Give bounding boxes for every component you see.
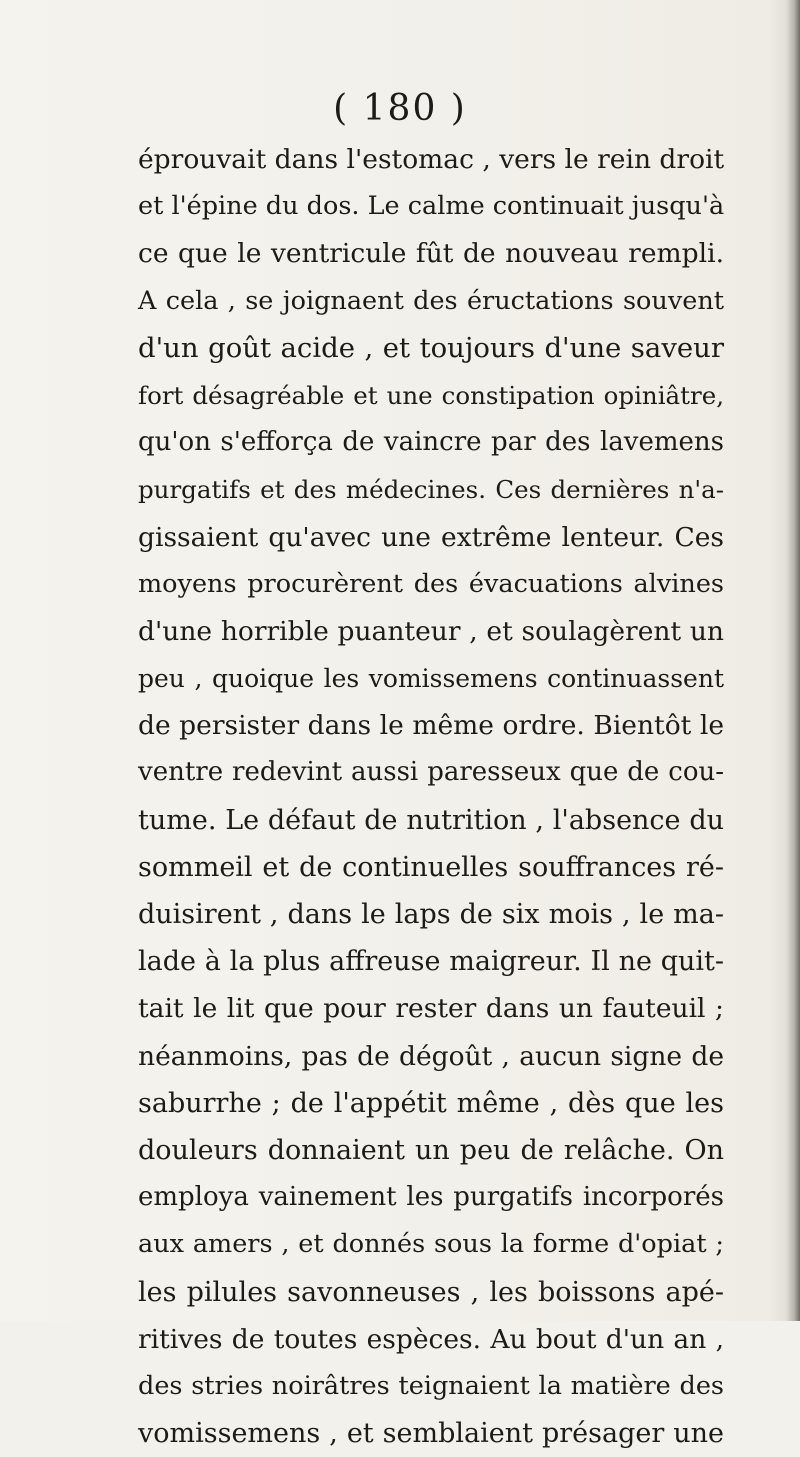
text-line: ritives de toutes espèces. Au bout d'un an , (138, 1323, 724, 1355)
text-line: d'un goût acide , et toujours d'une saveur (138, 331, 724, 364)
text-line: moyens procurèrent des évacuations alvines (138, 568, 724, 599)
text-line: lade à la plus affreuse maigreur. Il ne quit- (138, 946, 724, 978)
text-line: et l'épine du dos. Le calme continuait jusqu'à (138, 191, 725, 222)
text-line: les pilules savonneuses , les boissons apé- (138, 1276, 724, 1308)
text-line: employa vainement les purgatifs incorporés (138, 1182, 724, 1213)
text-line: de persister dans le même ordre. Bientôt le (138, 710, 724, 742)
page-number: ( 180 ) (333, 88, 467, 129)
text-line: néanmoins, pas de dégoût , aucun signe de (138, 1040, 724, 1072)
text-line: fort désagréable et une constipation opiniâtre, (138, 380, 724, 410)
body-text (138, 136, 724, 1457)
text-line: vomissemens , et semblaient présager une (138, 1418, 724, 1450)
text-line: douleurs donnaient un peu de relâche. On (138, 1134, 724, 1166)
text-line: gissaient qu'avec une extrême lenteur. Ces (138, 521, 724, 553)
text-line: qu'on s'efforça de vaincre par des lavemens (138, 427, 724, 458)
text-line: purgatifs et des médecines. Ces dernières n'a- (138, 475, 724, 505)
text-line: aux amers , et donnés sous la forme d'opiat ; (138, 1229, 724, 1260)
text-line: saburrhe ; de l'appétit même , dès que les (138, 1087, 724, 1119)
text-line: A cela , se joignaent des éructations souvent (138, 285, 724, 316)
text-line: sommeil et de continuelles souffrances ré- (138, 851, 724, 883)
text-line: peu , quoique les vomissemens continuassent (138, 664, 724, 694)
text-line: tume. Le défaut de nutrition , l'absence du (138, 804, 724, 836)
text-line: des stries noirâtres teignaient la matière des (138, 1370, 724, 1401)
text-line: ventre redevint aussi paresseux que de cou- (138, 757, 724, 788)
page-edge-shadow (786, 0, 800, 1321)
text-line: ce que le ventricule fût de nouveau rempli. (138, 238, 724, 270)
text-line: tait le lit que pour rester dans un fauteuil ; (138, 993, 724, 1025)
text-line: d'une horrible puanteur , et soulagèrent un (138, 615, 724, 647)
text-line: duisirent , dans le laps de six mois , le ma- (138, 899, 724, 930)
text-line: éprouvait dans l'estomac , vers le rein droit (138, 144, 725, 175)
